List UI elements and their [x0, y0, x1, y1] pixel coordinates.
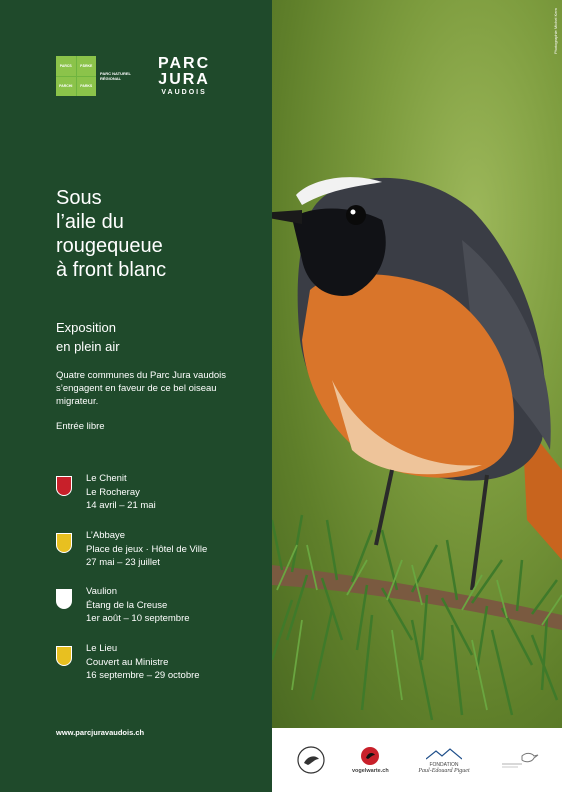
website-link[interactable]: www.parcjuravaudois.ch: [56, 728, 145, 737]
poster-subtitle: [56, 318, 120, 356]
fondation-label: FONDATION: [429, 762, 459, 768]
bird-circle-icon: [296, 745, 326, 775]
sponsor-logo: [490, 746, 550, 774]
parc-naturel-logo: [56, 56, 134, 96]
title-line: l’aile du: [56, 211, 124, 233]
stop-commune: L’Abbaye: [86, 530, 126, 541]
photo-credit: Photographie Michel Kern: [553, 8, 558, 55]
parc-jura-vaudois-logo: [158, 56, 210, 98]
subtitle-line: en plein air: [56, 339, 120, 354]
stop-dates: 27 mai – 23 juillet: [86, 557, 160, 568]
stop-dates: 16 septembre – 29 octobre: [86, 670, 200, 681]
logo-line: PARC: [158, 55, 211, 72]
fondation-logo: [414, 748, 474, 774]
poster-title: [56, 186, 166, 282]
stop-location: Couvert au Ministre: [86, 656, 169, 668]
crest-icon: [56, 589, 72, 609]
title-line: à front blanc: [56, 259, 167, 281]
bird-eye: [346, 205, 366, 225]
stop-dates: 14 avril – 21 mai: [86, 500, 156, 511]
logo-text: PARC NATUREL RÉGIONAL: [100, 71, 131, 81]
crest-icon: [56, 533, 72, 553]
stop-location: Le Rocheray: [86, 486, 140, 498]
stop-dates: 1er août – 10 septembre: [86, 613, 190, 624]
vogelwarte-label: vogelwarte.ch: [352, 768, 389, 774]
logo-line: VAUDOIS: [161, 89, 207, 96]
crest-icon: [56, 476, 72, 496]
eye-highlight: [351, 210, 356, 215]
crest-icon: [56, 646, 72, 666]
logo-line: JURA: [158, 71, 210, 88]
fondation-name: Paul-Edouard Piguet: [418, 768, 470, 774]
stop-location: Étang de la Creuse: [86, 599, 168, 611]
redstart-illustration: [272, 0, 562, 728]
bird-beak: [272, 210, 302, 224]
subtitle-line: Exposition: [56, 320, 116, 335]
logo-cell: PÄRKE: [77, 56, 97, 76]
entry-info: Entrée libre: [56, 421, 105, 432]
bird-sketch-icon: [500, 746, 540, 772]
logo-cell: PARCS: [56, 56, 76, 76]
bird-photo: [272, 0, 562, 728]
title-line: Sous: [56, 187, 102, 209]
stop-commune: Vaulion: [86, 586, 117, 597]
stop-commune: Le Chenit: [86, 473, 127, 484]
stop-location: Place de jeux · Hôtel de Ville: [86, 543, 208, 555]
vogelwarte-logo: [352, 746, 389, 774]
info-panel: [0, 0, 272, 792]
mountain-icon: [426, 748, 462, 760]
description: Quatre communes du Parc Jura vaudois s’engagent en faveur de ce bel oiseau migrateur.: [56, 370, 227, 407]
logo-cell: PARCHI: [56, 77, 76, 97]
title-line: rougequeue: [56, 235, 163, 257]
sponsor-logo: [296, 745, 326, 777]
vogelwarte-icon: [360, 746, 380, 766]
pine-needles-light: [277, 545, 562, 710]
stop-commune: Le Lieu: [86, 643, 118, 654]
sponsor-bar: [272, 728, 562, 792]
logo-cell: PARKS: [77, 77, 97, 97]
